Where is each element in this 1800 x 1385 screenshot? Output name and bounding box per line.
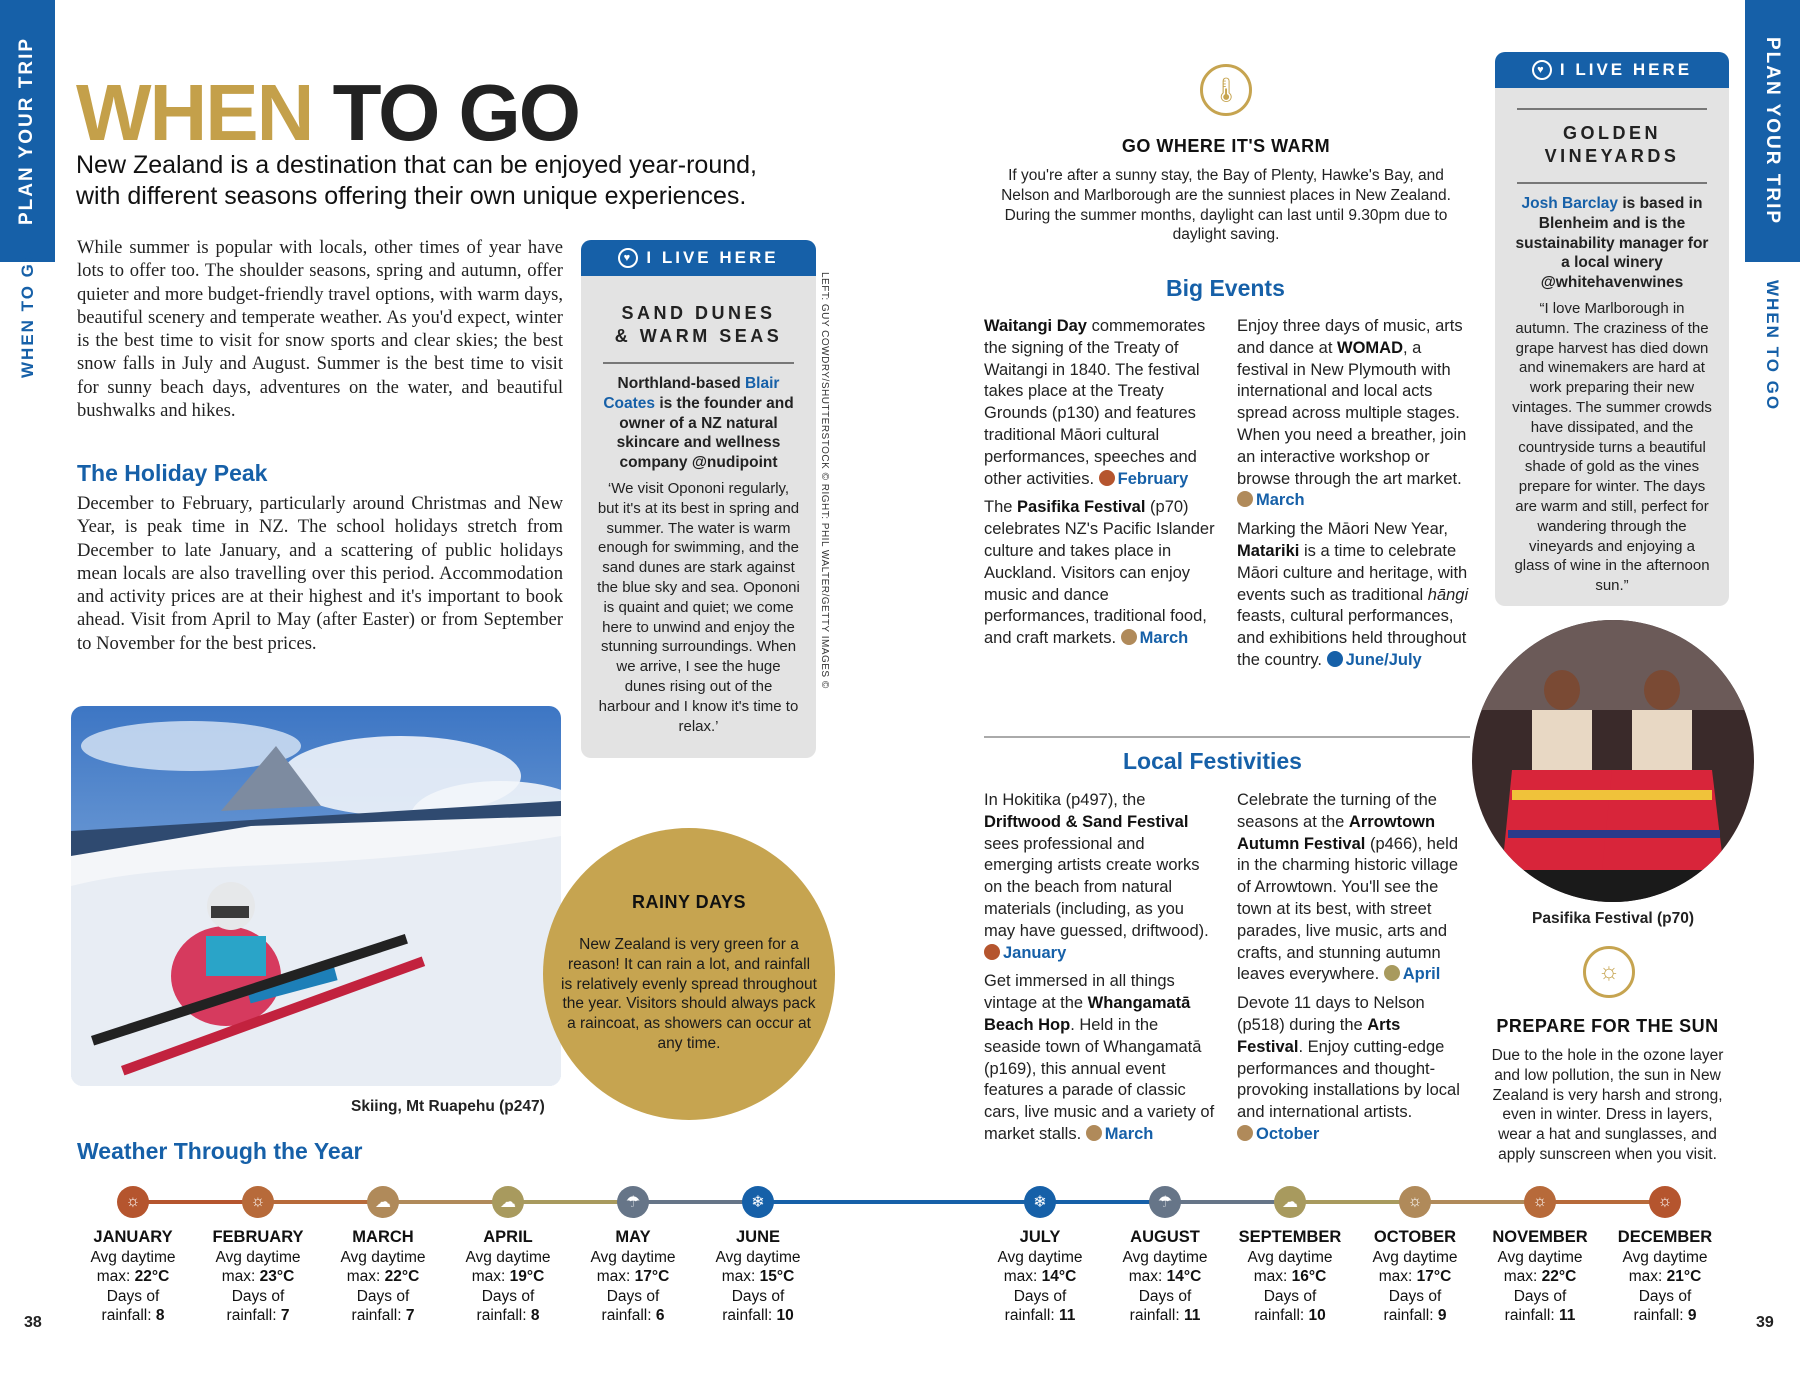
month-november xyxy=(1480,1228,1600,1326)
rain-days: rainfall: 10 xyxy=(1254,1307,1326,1324)
sun-icon: ☼ xyxy=(1583,946,1635,998)
month-name: JUNE xyxy=(735,1228,780,1246)
card-quote: ‘We visit Opononi regularly, but it's at its best in spring and summer. The water is warm enough for swimming, and the sand dunes are stark against the blue sky and sea. Opononi is quaint and quiet; we come here to unwind and enjoy the stunning surroundings. When we arrive, I see the huge dunes rising out of the harbour and I know it's time to relax.’ xyxy=(597,479,800,735)
month-october xyxy=(1355,1228,1475,1326)
month-tag: March xyxy=(1237,491,1305,509)
sun-text: Due to the hole in the ozone layer and low pollution, the sun in New Zealand is very harsh and strong, even in winter. Dress in layers, wear a hat and sunglasses, and apply sunscreen when you visit. xyxy=(1491,1047,1724,1163)
rain-label: Days of xyxy=(1263,1287,1317,1305)
page-number-left: 38 xyxy=(24,1314,42,1331)
waitangi-entry: Waitangi Day commemorates the signing of the Treaty of Waitangi in 1840. The festival takes place at the Treaty Grounds (p130) and features traditional Māori cultural performances, speeches and other activities. February xyxy=(984,317,1206,488)
left-side-subtitle: WHEN TO GO xyxy=(18,246,37,378)
month-name: MARCH xyxy=(352,1228,414,1246)
avg-label: Avg daytime xyxy=(590,1248,676,1266)
avg-label: Avg daytime xyxy=(90,1248,176,1266)
month-december xyxy=(1605,1228,1725,1326)
card-quote: “I love Marlborough in autumn. The craziness of the grape harvest has died down and winemakers are hard at work preparing their new vintages. The summer crowds have dissipated, and the countryside turns a beautiful shade of gold as the vines prepare for winter. The days are warm and still, perfect for wandering through the vineyards and enjoying a glass of wine in the afternoon sun.” xyxy=(1512,299,1712,595)
rain-days: rainfall: 8 xyxy=(476,1307,540,1324)
heart-badge-icon: ♥ xyxy=(1532,60,1552,80)
right-side-subtitle: WHEN TO GO xyxy=(1763,280,1782,412)
month-name: OCTOBER xyxy=(1373,1228,1457,1246)
rainy-days-text: New Zealand is very green for a reason! It can rain a lot, and rainfall is relatively evenly spread throughout the year. Visitors should always pack a raincoat, as showers can occur at any time. xyxy=(561,936,817,1052)
pasifika-entry: The Pasifika Festival (p70) celebrates NZ's Pacific Islander culture and takes place in Auckland. Visitors can enjoy music and dance performances, traditional food, and craft markets. March xyxy=(984,498,1215,648)
warm-heading: GO WHERE IT'S WARM xyxy=(1121,136,1331,156)
max-temp: max: 19°C xyxy=(471,1268,545,1285)
month-tag: October xyxy=(1237,1125,1319,1143)
month-august xyxy=(1105,1228,1225,1326)
month-name: MAY xyxy=(615,1228,651,1246)
rain-icon: ☂ xyxy=(1149,1186,1181,1218)
sun-icon: ☼ xyxy=(1524,1186,1556,1218)
month-tag: April xyxy=(1384,965,1441,983)
timeline-segment xyxy=(383,1200,508,1204)
rainy-days-heading: RAINY DAYS xyxy=(631,892,747,912)
card-person: Josh Barclay is based in Blenheim and is the sustainability manager for a local winery @whitehavenwines xyxy=(1515,195,1709,292)
womad-entry: Enjoy three days of music, arts and dance at WOMAD, a festival in New Plymouth with international and local acts spread across multiple stages. When you need a breather, join an interactive workshop or browse through the art market. March xyxy=(1237,317,1467,510)
matariki-entry: Marking the Māori New Year, Matariki is a time to celebrate Māori culture and heritage, with events such as traditional hāngi feasts, cultural performances, and exhibitions held throughout the country. June/July xyxy=(1237,520,1469,669)
month-april xyxy=(448,1228,568,1326)
pasifika-photo-image xyxy=(1472,620,1754,902)
rain-days: rainfall: 11 xyxy=(1504,1307,1576,1324)
max-temp: max: 16°C xyxy=(1253,1268,1327,1285)
rain-label: Days of xyxy=(356,1287,410,1305)
rain-days: rainfall: 6 xyxy=(601,1307,665,1324)
rain-label: Days of xyxy=(1013,1287,1067,1305)
max-temp: max: 22°C xyxy=(96,1268,170,1285)
thermometer-icon: 🌡 xyxy=(1200,64,1252,116)
holiday-paragraph: December to February, particularly around Christmas and New Year, is peak time in NZ. The school holidays stretch from December to late January, and a scattering of public holidays mean locals are also travelling over this period. Accommodation and activity prices are at their highest and it's important to book ahead. Visit from April to May (after Easter) or from September to November for the best prices. xyxy=(77,493,563,654)
intro-text: New Zealand is a destination that can be enjoyed year-round, with different seasons offering their own unique experiences. xyxy=(76,151,757,210)
sun-icon: ☼ xyxy=(117,1186,149,1218)
right-side-tab: PLAN YOUR TRIP xyxy=(1745,0,1800,262)
weather-heading: Weather Through the Year xyxy=(77,1138,363,1164)
i-live-here-card-2 xyxy=(1495,52,1729,606)
month-name: JANUARY xyxy=(93,1228,173,1246)
rain-label: Days of xyxy=(606,1287,660,1305)
partly-cloudy-icon xyxy=(1121,629,1137,645)
rain-days: rainfall: 9 xyxy=(1383,1307,1447,1324)
photo-credit: LEFT: GUY COWDRY/SHUTTERSTOCK © RIGHT: PHIL WALTER/GETTY IMAGES © xyxy=(819,272,830,689)
max-temp: max: 22°C xyxy=(1503,1268,1577,1285)
sun-icon xyxy=(1099,470,1115,486)
avg-label: Avg daytime xyxy=(715,1248,801,1266)
warm-text: If you're after a sunny stay, the Bay of Plenty, Hawke's Bay, and Nelson and Marlborough are the sunniest places in New Zealand. During the summer months, daylight can last until 9.30pm due to daylight saving. xyxy=(1001,167,1451,244)
ski-photo-caption: Skiing, Mt Ruapehu (p247) xyxy=(351,1098,545,1115)
sun-icon xyxy=(984,944,1000,960)
ski-photo xyxy=(71,706,561,1086)
holiday-heading: The Holiday Peak xyxy=(77,460,268,486)
left-side-tab: PLAN YOUR TRIP xyxy=(0,0,55,262)
month-june xyxy=(698,1228,818,1326)
whangamata-entry: Get immersed in all things vintage at the Whangamatā Beach Hop. Held in the seaside town of Whangamatā (p169), this annual event features a parade of classic cars, live music and a variety of market stalls. March xyxy=(984,972,1215,1143)
month-name: FEBRUARY xyxy=(212,1228,304,1246)
heart-badge-icon: ♥ xyxy=(618,248,638,268)
timeline-segment xyxy=(633,1200,758,1204)
partly-cloudy-icon xyxy=(1384,965,1400,981)
max-temp: max: 23°C xyxy=(221,1268,295,1285)
body-paragraph: While summer is popular with locals, other times of year have lots to offer too. The shoulder seasons, spring and autumn, offer quieter and more budget-friendly travel options, with warm days, beautiful scenery and temperate weather. As you'd expect, winter is the best time to visit for snow sports and clear skies; the best snow falls in July and August. Summer is the best time to visit for sunny beach days, adventures on the water, and beautiful bushwalks and hikes. xyxy=(77,237,563,422)
month-name: NOVEMBER xyxy=(1492,1228,1588,1246)
rain-label: Days of xyxy=(106,1287,160,1305)
card-header: ♥ I LIVE HERE xyxy=(581,240,816,276)
big-events-heading: Big Events xyxy=(1166,275,1285,301)
timeline-segment xyxy=(508,1200,633,1204)
sun-heading: PREPARE FOR THE SUN xyxy=(1496,1016,1719,1036)
month-name: APRIL xyxy=(483,1228,533,1246)
rain-icon: ☂ xyxy=(617,1186,649,1218)
avg-label: Avg daytime xyxy=(1497,1248,1583,1266)
i-live-here-card-1 xyxy=(581,240,816,758)
month-february xyxy=(198,1228,318,1326)
snowflake-icon: ❄ xyxy=(1024,1186,1056,1218)
rain-label: Days of xyxy=(731,1287,785,1305)
arrowtown-entry: Celebrate the turning of the seasons at the Arrowtown Autumn Festival (p466), held in the charming historic village of Arrowtown. You'll see the town at its best, with street parades, live music, arts and crafts, and stunning autumn leaves everywhere. April xyxy=(1237,791,1459,984)
local-col-1 xyxy=(984,790,1216,1146)
partly-cloudy-icon xyxy=(1086,1125,1102,1141)
rain-days: rainfall: 9 xyxy=(1633,1307,1697,1324)
rain-label: Days of xyxy=(481,1287,535,1305)
month-may xyxy=(573,1228,693,1326)
partly-cloudy-icon: ☁ xyxy=(492,1186,524,1218)
pasifika-photo xyxy=(1472,620,1754,902)
month-tag: March xyxy=(1086,1125,1154,1143)
avg-label: Avg daytime xyxy=(1372,1248,1458,1266)
month-tag: February xyxy=(1099,470,1189,488)
nelson-entry: Devote 11 days to Nelson (p518) during the Arts Festival. Enjoy cutting-edge performances and thought-provoking installations by local and international artists. October xyxy=(1237,994,1460,1143)
card-title: GOLDEN VINEYARDS xyxy=(1517,108,1707,184)
max-temp: max: 17°C xyxy=(596,1268,670,1285)
partly-cloudy-icon: ☁ xyxy=(367,1186,399,1218)
avg-label: Avg daytime xyxy=(465,1248,551,1266)
rain-days: rainfall: 10 xyxy=(722,1307,794,1324)
card-header: ♥ I LIVE HERE xyxy=(1495,52,1729,88)
month-name: AUGUST xyxy=(1130,1228,1200,1246)
big-events-col-1 xyxy=(984,316,1216,650)
month-name: DECEMBER xyxy=(1617,1228,1713,1246)
avg-label: Avg daytime xyxy=(340,1248,426,1266)
rain-days: rainfall: 11 xyxy=(1004,1307,1076,1324)
timeline-segment xyxy=(758,1200,1040,1204)
rain-label: Days of xyxy=(1388,1287,1442,1305)
month-tag: March xyxy=(1121,629,1189,647)
avg-label: Avg daytime xyxy=(1622,1248,1708,1266)
local-festivities-heading: Local Festivities xyxy=(1123,748,1302,774)
max-temp: max: 22°C xyxy=(346,1268,420,1285)
rain-label: Days of xyxy=(1513,1287,1567,1305)
month-january xyxy=(73,1228,193,1326)
sun-icon: ☼ xyxy=(1399,1186,1431,1218)
max-temp: max: 15°C xyxy=(721,1268,795,1285)
max-temp: max: 21°C xyxy=(1628,1268,1702,1285)
page-number-right: 39 xyxy=(1756,1314,1774,1331)
timeline-segment xyxy=(1290,1200,1415,1204)
rain-label: Days of xyxy=(1138,1287,1192,1305)
rain-days: rainfall: 8 xyxy=(101,1307,165,1324)
sun-icon: ☼ xyxy=(242,1186,274,1218)
avg-label: Avg daytime xyxy=(1247,1248,1333,1266)
avg-label: Avg daytime xyxy=(1122,1248,1208,1266)
driftwood-entry: In Hokitika (p497), the Driftwood & Sand Festival sees professional and emerging artists create works on the beach from natural materials (including, as you may have guessed, driftwood). January xyxy=(984,791,1209,962)
rain-days: rainfall: 7 xyxy=(351,1307,415,1324)
timeline-segment xyxy=(1415,1200,1540,1204)
timeline-segment xyxy=(1040,1200,1165,1204)
snowflake-icon: ❄ xyxy=(742,1186,774,1218)
month-name: SEPTEMBER xyxy=(1238,1228,1342,1246)
month-september xyxy=(1230,1228,1350,1326)
card-person: Northland-based Blair Coates is the founder and owner of a NZ natural skincare and wellness company @nudipoint xyxy=(603,375,794,472)
section-divider xyxy=(984,736,1470,738)
max-temp: max: 14°C xyxy=(1128,1268,1202,1285)
timeline-segment xyxy=(1540,1200,1665,1204)
month-march xyxy=(323,1228,443,1326)
local-col-2 xyxy=(1237,790,1469,1146)
big-events-col-2 xyxy=(1237,316,1469,672)
snowflake-icon xyxy=(1327,651,1343,667)
sun-icon: ☼ xyxy=(1649,1186,1681,1218)
ski-photo-image xyxy=(71,706,561,1086)
month-tag: June/July xyxy=(1327,651,1422,669)
month-tag: January xyxy=(984,944,1066,962)
rain-days: rainfall: 11 xyxy=(1129,1307,1201,1324)
sun-icon xyxy=(1237,1125,1253,1141)
pasifika-photo-caption: Pasifika Festival (p70) xyxy=(1532,910,1694,927)
max-temp: max: 17°C xyxy=(1378,1268,1452,1285)
avg-label: Avg daytime xyxy=(997,1248,1083,1266)
rain-label: Days of xyxy=(231,1287,285,1305)
avg-label: Avg daytime xyxy=(215,1248,301,1266)
rain-label: Days of xyxy=(1638,1287,1692,1305)
partly-cloudy-icon xyxy=(1237,491,1253,507)
max-temp: max: 14°C xyxy=(1003,1268,1077,1285)
rain-days: rainfall: 7 xyxy=(226,1307,290,1324)
timeline-segment xyxy=(1165,1200,1290,1204)
card-title: SAND DUNES & WARM SEAS xyxy=(603,302,794,364)
month-name: JULY xyxy=(1019,1228,1061,1246)
partly-cloudy-icon: ☁ xyxy=(1274,1186,1306,1218)
month-july xyxy=(980,1228,1100,1326)
page-title: WHEN TO GO xyxy=(76,68,579,157)
timeline-segment xyxy=(133,1200,258,1204)
rainy-days-circle xyxy=(543,828,835,1120)
timeline-segment xyxy=(258,1200,383,1204)
